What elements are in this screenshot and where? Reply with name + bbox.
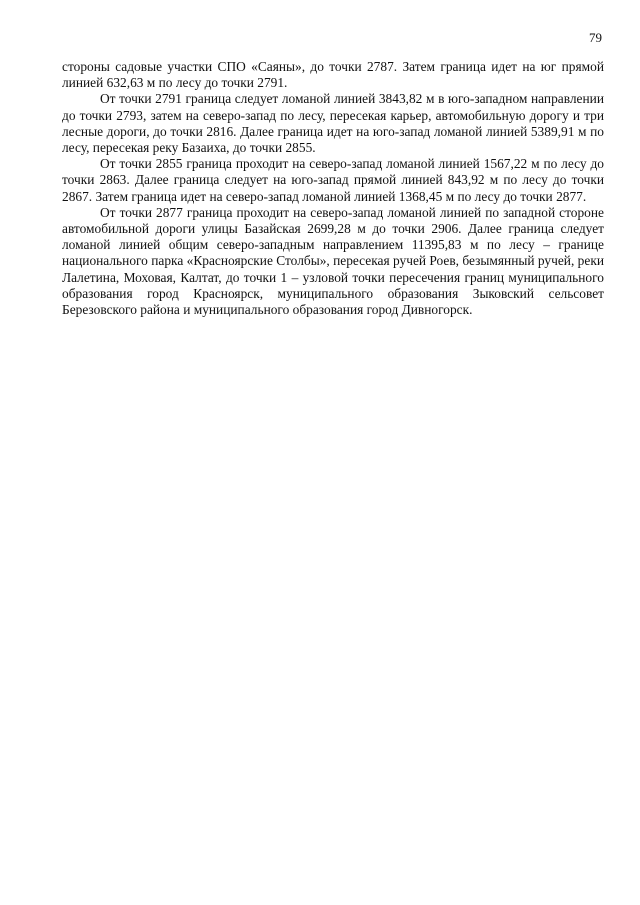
- paragraph-continuation: стороны садовые участки СПО «Саяны», до точки 2787. Затем граница идет на юг прямой линией 632,63 м по лесу до точки 2791.: [62, 59, 604, 91]
- paragraph: От точки 2791 граница следует ломаной линией 3843,82 м в юго-западном направлении до точки 2793, затем на северо-запад по лесу, пересекая карьер, автомобильную дорогу и три лесные дороги, до точки 2816. Далее граница идет на юго-запад ломаной линией 5389,91 м по лесу, пересекая реку Базаиха, до точки 2855.: [62, 91, 604, 156]
- body-text: [62, 59, 604, 318]
- paragraph: От точки 2855 граница проходит на северо-запад ломаной линией 1567,22 м по лесу до точки 2863. Далее граница следует на юго-запад прямой линией 843,92 м по лесу до точки 2867. Затем граница идет на северо-запад ломаной линией 1368,45 м по лесу до точки 2877.: [62, 156, 604, 204]
- paragraph: От точки 2877 граница проходит на северо-запад ломаной линией по западной стороне автомобильной дороги улицы Базайская 2699,28 м до точки 2906. Далее граница следует ломаной линией общим северо-западным направлением 11395,83 м по лесу – границе национального парка «Красноярские Столбы», пересекая ручей Роев, безымянный ручей, реки Лалетина, Моховая, Калтат, до точки 1 – узловой точки пересечения границ муниципального образования город Красноярск, муниципального образования Зыковский сельсовет Березовского района и муниципального образования город Дивногорск.: [62, 204, 604, 318]
- page-number: 79: [589, 30, 602, 45]
